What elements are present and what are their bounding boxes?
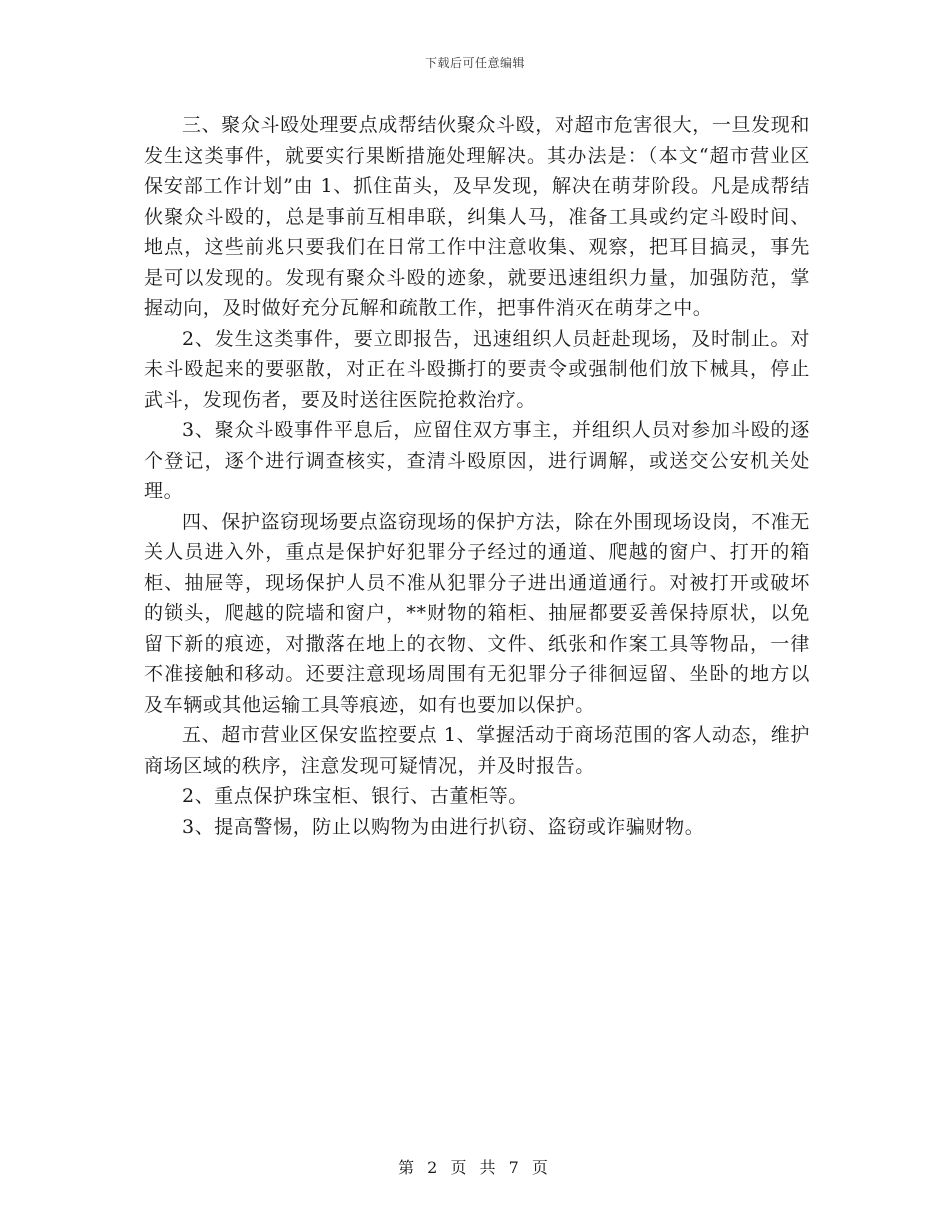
paragraph-gang-fight-intro: 三、聚众斗殴处理要点成帮结伙聚众斗殴，对超市危害很大，一旦发现和发生这类事件，就要实行果断措施处理解决。其办法是：（本文“超市营业区保安部工作计划”由 1、抓住苗头，及早发现，解决在萌芽阶段。凡是成帮结伙聚众斗殴的，总是事前互相串联，纠集人马，准备工具或约定斗殴时间、地点，这些前兆只要我们在日常工作中注意收集、观察，把耳目搞灵，事先是可以发现的。发现有聚众斗殴的迹象，就要迅速组织力量，加强防范，掌握动向，及时做好充分瓦解和疏散工作，把事件消灭在萌芽之中。 (144, 114, 810, 319)
paragraph-gang-fight-step-3: 3、聚众斗殴事件平息后，应留住双方事主，并组织人员对参加斗殴的逐个登记，逐个进行调查核实，查清斗殴原因，进行调解，或送交公安机关处理。 (144, 419, 810, 502)
page-header: 下载后可任意编辑 (424, 56, 525, 70)
document-body (144, 110, 810, 842)
paragraph-theft-scene: 四、保护盗窃现场要点盗窃现场的保护方法，除在外围现场设岗，不准无关人员进入外，重点是保护好犯罪分子经过的通道、爬越的窗户、打开的箱柜、抽屉等，现场保护人员不准从犯罪分子进出通道通行。对被打开或破坏的锁头，爬越的院墙和窗户，**财物的箱柜、抽屉都要妥善保持原状，以免留下新的痕迹，对撒落在地上的衣物、文件、纸张和作案工具等物品，一律不准接触和移动。还要注意现场周围有无犯罪分子徘徊逗留、坐卧的地方以及车辆或其他运输工具等痕迹，如有也要加以保护。 (144, 510, 810, 716)
paragraph-monitoring-step-2: 2、重点保护珠宝柜、银行、古董柜等。 (182, 785, 528, 807)
paragraph-monitoring-step-3: 3、提高警惕，防止以购物为由进行扒窃、盗窃或诈骗财物。 (182, 815, 705, 838)
paragraph-gang-fight-step-2: 2、发生这类事件，要立即报告，迅速组织人员赶赴现场，及时制止。对未斗殴起来的要驱散，对正在斗殴撕打的要责令或强制他们放下械具，停止武斗，发现伤者，要及时送往医院抢救治疗。 (144, 327, 810, 411)
page-number: 第 2 页 共 7 页 (398, 1158, 552, 1177)
paragraph-monitoring-step-1: 五、超市营业区保安监控要点 1、掌握活动于商场范围的客人动态，维护商场区域的秩序，注意发现可疑情况，并及时报告。 (144, 724, 810, 777)
